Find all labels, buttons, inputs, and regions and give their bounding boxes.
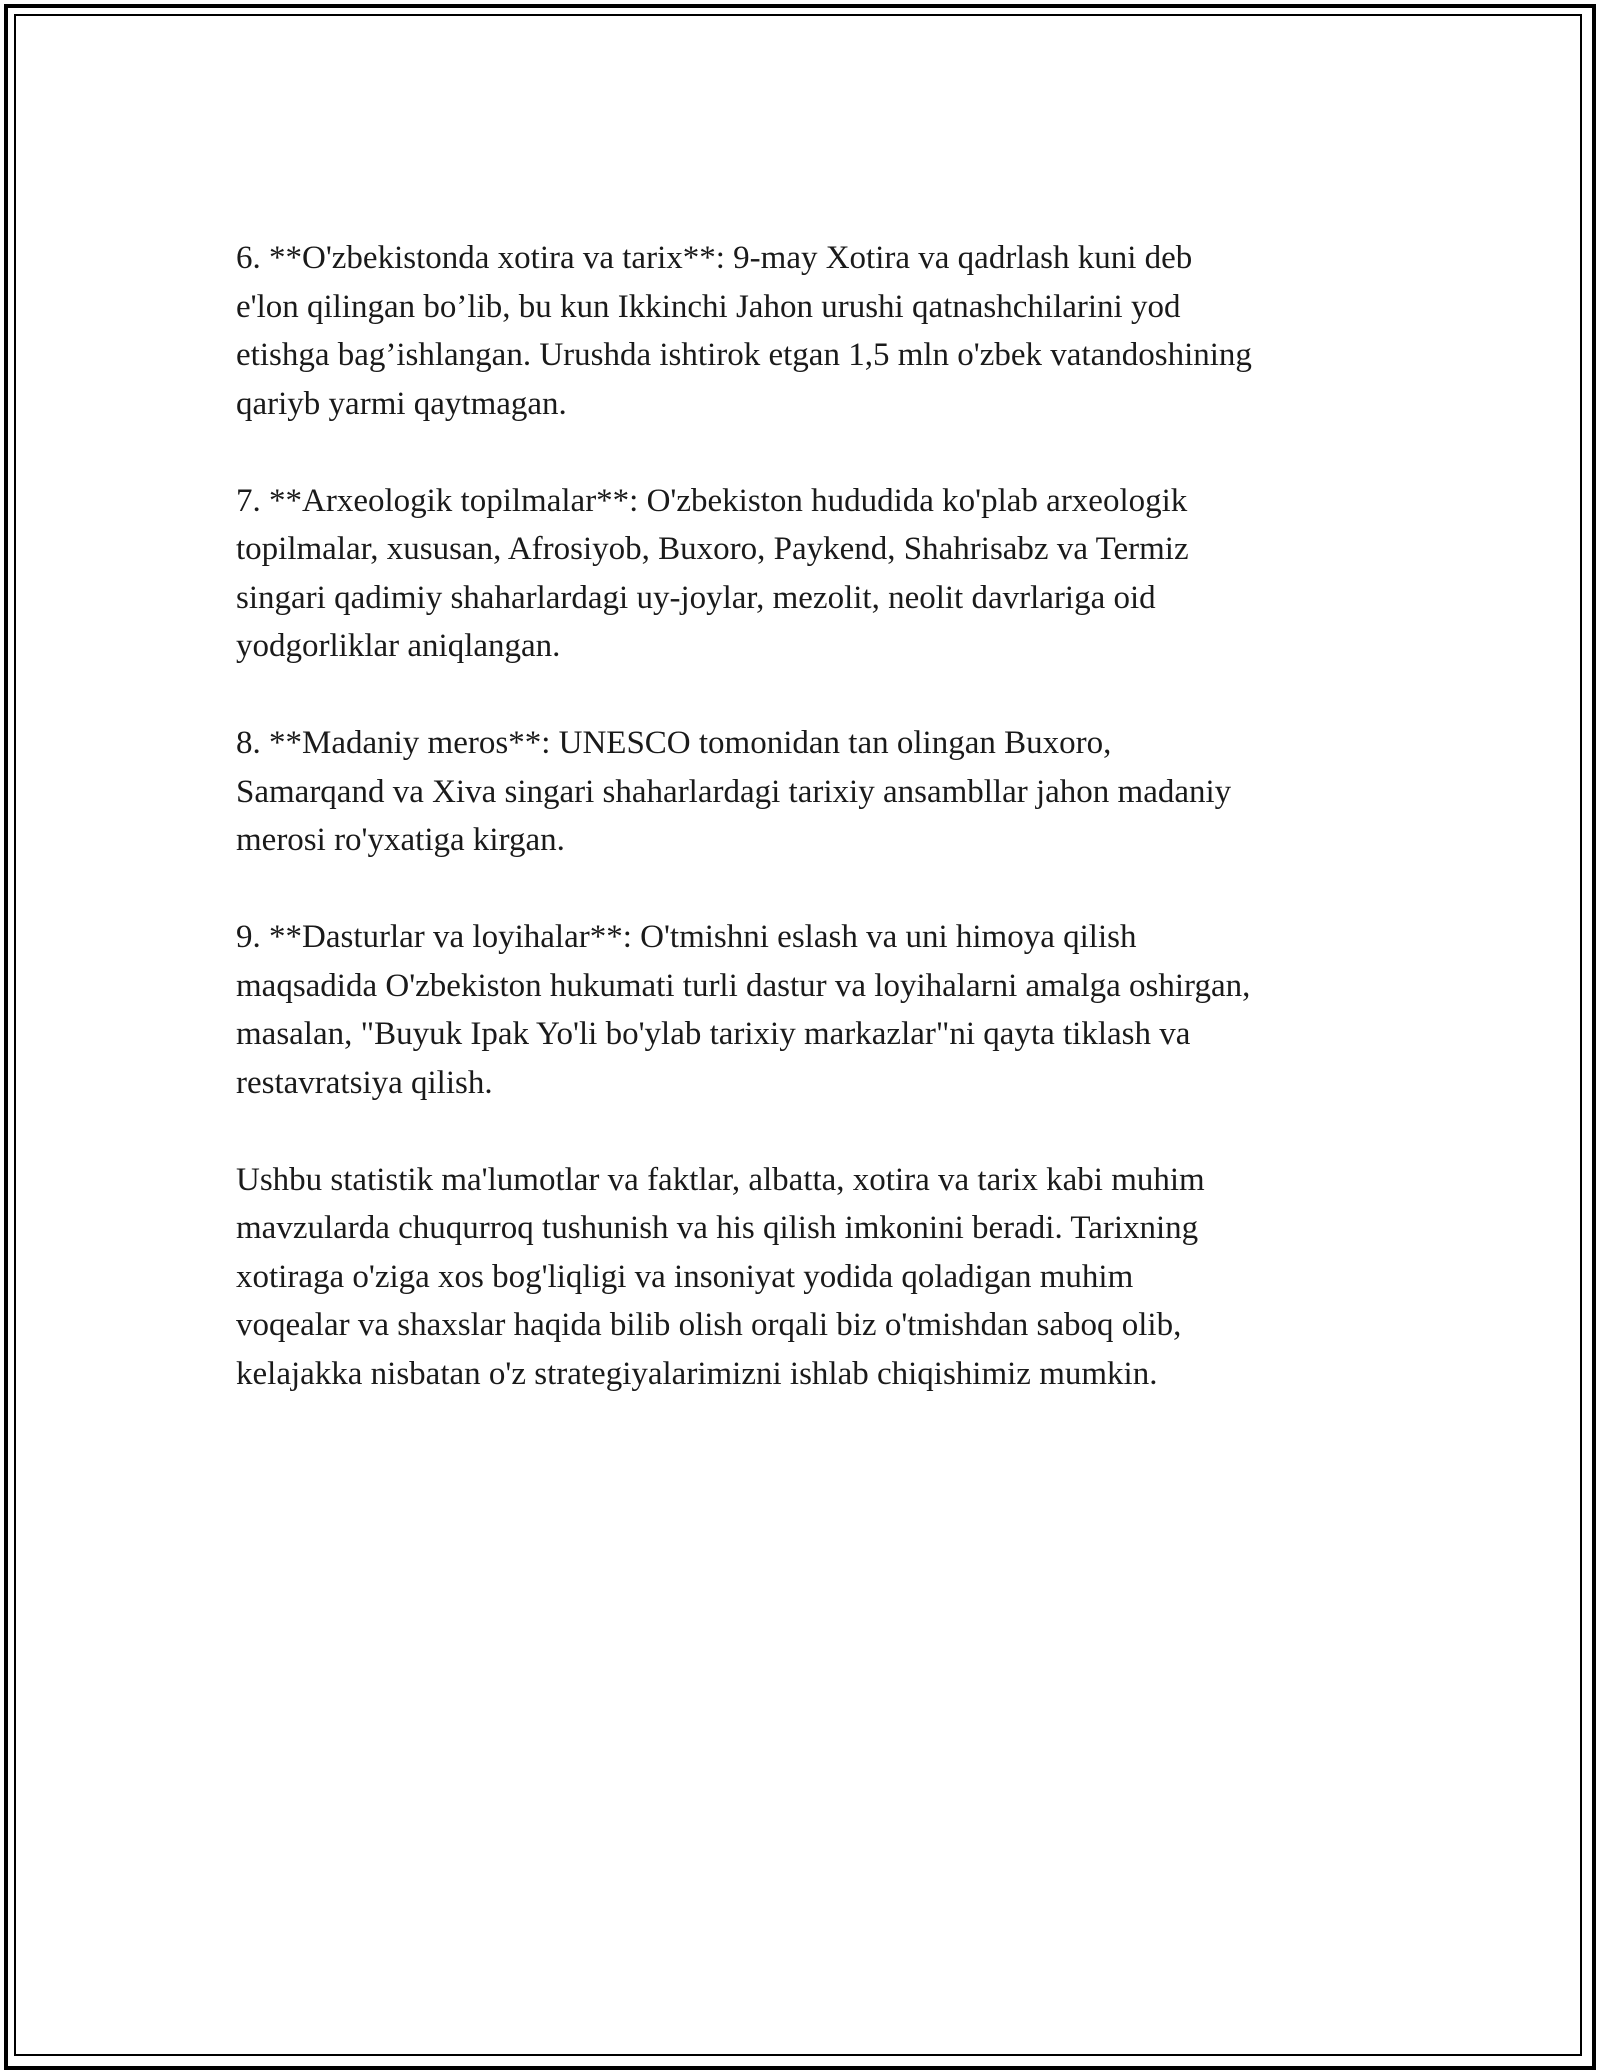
- paragraph-programs-projects: 9. **Dasturlar va loyihalar**: O'tmishni eslash va uni himoya qilish maqsadida O'zbekiston hukumati turli dastur va loyihalarni amalga oshirgan, masalan, "Buyuk Ipak Yo'li bo'ylab tarixiy markazlar"ni qayta tiklash va restavratsiya qilish.: [236, 919, 1251, 1101]
- paragraph-conclusion: Ushbu statistik ma'lumotlar va faktlar, albatta, xotira va tarix kabi muhim mavzularda chuqurroq tushunish va his qilish imkonini beradi. Tarixning xotiraga o'ziga xos bog'liqligi va insoniyat yodida qoladigan muhim voqealar va shaxslar haqida bilib olish orqali biz o'tmishdan saboq olib, kelajakka nisbatan o'z strategiyalarimizni ishlab chiqishimiz mumkin.: [236, 1161, 1205, 1392]
- paragraph-cultural-heritage: 8. **Madaniy meros**: UNESCO tomonidan tan olingan Buxoro, Samarqand va Xiva singari shaharlardagi tarixiy ansambllar jahon madaniy merosi ro'yxatiga kirgan.: [236, 725, 1232, 858]
- paragraph-memory-history: 6. **O'zbekistonda xotira va tarix**: 9-may Xotira va qadrlash kuni deb e'lon qilingan bo’lib, bu kun Ikkinchi Jahon urushi qatnashchilarini yod etishga bag’ishlangan. Urushda ishtirok etgan 1,5 mln o'zbek vatandoshining qariyb yarmi qaytmagan.: [236, 240, 1252, 422]
- paragraph-archaeological-finds: 7. **Arxeologik topilmalar**: O'zbekiston hududida ko'plab arxeologik topilmalar, xususan, Afrosiyob, Buxoro, Paykend, Shahrisabz va Termiz singari qadimiy shaharlardagi uy-joylar, mezolit, neolit davrlariga oid yodgorliklar aniqlangan.: [236, 482, 1189, 664]
- document-body: [236, 234, 1386, 1447]
